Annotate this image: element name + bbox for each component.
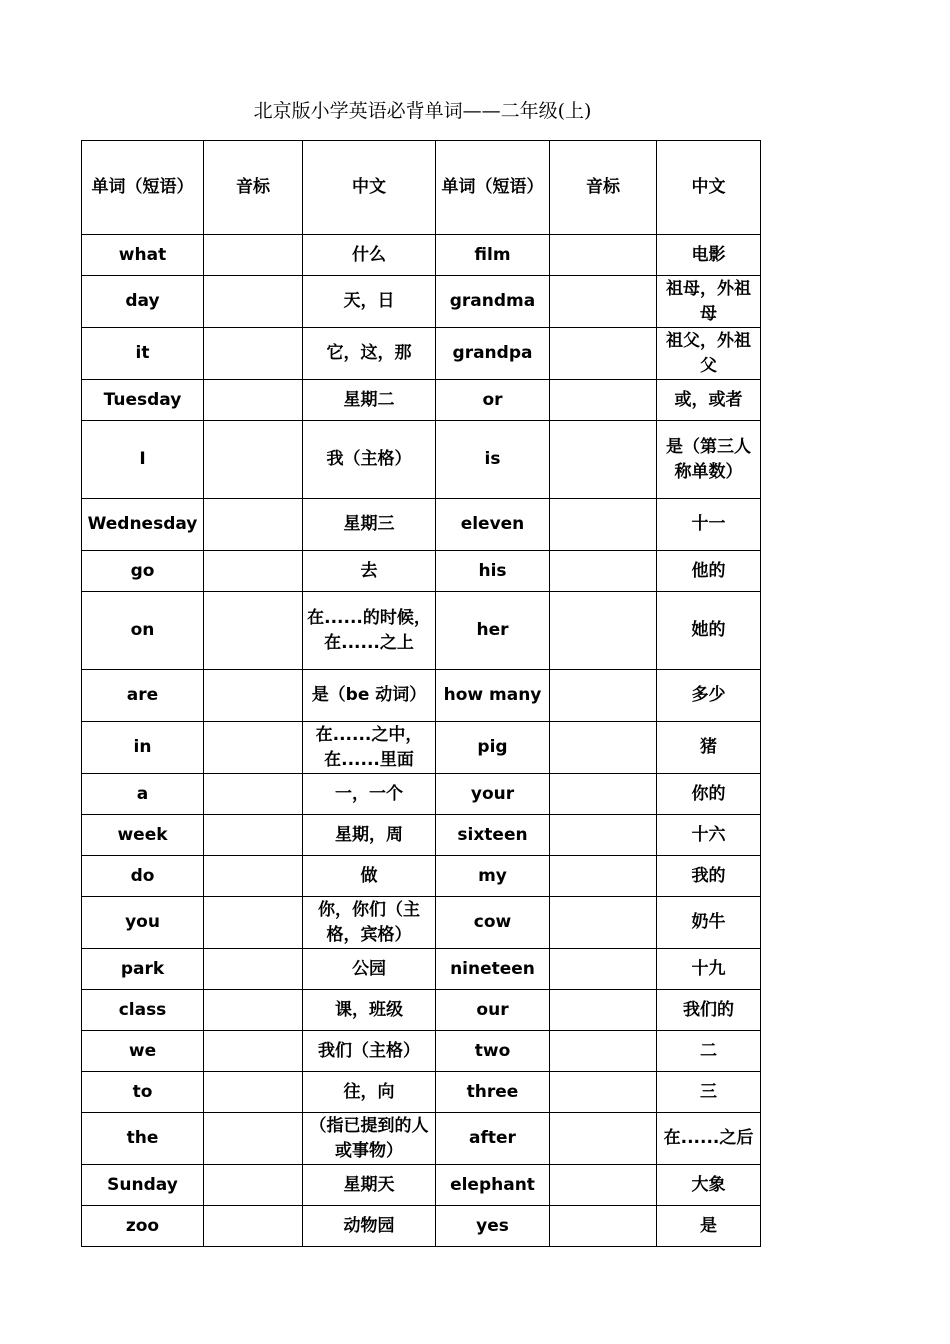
chinese-cell: 天，日	[303, 276, 436, 328]
phonetic-cell	[204, 856, 303, 897]
table-row	[82, 670, 761, 722]
table-row	[82, 380, 761, 421]
chinese-cell: 星期三	[303, 499, 436, 551]
chinese-cell: 祖母，外祖母	[657, 276, 761, 328]
table-row	[82, 235, 761, 276]
chinese-cell: 星期天	[303, 1165, 436, 1206]
chinese-cell: 动物园	[303, 1206, 436, 1247]
phonetic-cell	[204, 670, 303, 722]
chinese-cell: 是	[657, 1206, 761, 1247]
table-row	[82, 990, 761, 1031]
phonetic-cell	[550, 1113, 657, 1165]
phonetic-cell	[550, 1072, 657, 1113]
word-cell: her	[436, 592, 550, 670]
word-cell: I	[82, 421, 204, 499]
chinese-cell: 你的	[657, 774, 761, 815]
chinese-cell: 在......之中，在......里面	[303, 722, 436, 774]
word-cell: to	[82, 1072, 204, 1113]
table-row	[82, 1031, 761, 1072]
chinese-cell: 星期，周	[303, 815, 436, 856]
word-cell: how many	[436, 670, 550, 722]
chinese-cell: 猪	[657, 722, 761, 774]
vocabulary-table	[81, 140, 761, 1247]
word-cell: do	[82, 856, 204, 897]
chinese-cell: 我们的	[657, 990, 761, 1031]
chinese-cell: 在......之后	[657, 1113, 761, 1165]
word-cell: class	[82, 990, 204, 1031]
table-row	[82, 1113, 761, 1165]
chinese-cell: 电影	[657, 235, 761, 276]
table-row	[82, 815, 761, 856]
table-row	[82, 328, 761, 380]
word-cell: we	[82, 1031, 204, 1072]
word-cell: film	[436, 235, 550, 276]
phonetic-cell	[204, 1072, 303, 1113]
chinese-cell: 去	[303, 551, 436, 592]
phonetic-cell	[204, 421, 303, 499]
phonetic-cell	[204, 949, 303, 990]
phonetic-cell	[550, 897, 657, 949]
phonetic-cell	[550, 1165, 657, 1206]
table-row	[82, 774, 761, 815]
chinese-cell: 祖父，外祖父	[657, 328, 761, 380]
table-row	[82, 722, 761, 774]
word-cell: a	[82, 774, 204, 815]
chinese-cell: 你，你们（主格，宾格）	[303, 897, 436, 949]
phonetic-cell	[204, 722, 303, 774]
chinese-cell: 他的	[657, 551, 761, 592]
header-phonetic: 音标	[550, 141, 657, 235]
chinese-cell: 往，向	[303, 1072, 436, 1113]
word-cell: park	[82, 949, 204, 990]
table-row	[82, 276, 761, 328]
phonetic-cell	[550, 856, 657, 897]
phonetic-cell	[204, 551, 303, 592]
phonetic-cell	[550, 421, 657, 499]
word-cell: grandpa	[436, 328, 550, 380]
header-word: 单词（短语）	[436, 141, 550, 235]
word-cell: nineteen	[436, 949, 550, 990]
word-cell: after	[436, 1113, 550, 1165]
table-row	[82, 1165, 761, 1206]
phonetic-cell	[204, 990, 303, 1031]
chinese-cell: 是（第三人称单数）	[657, 421, 761, 499]
chinese-cell: 课，班级	[303, 990, 436, 1031]
word-cell: our	[436, 990, 550, 1031]
word-cell: zoo	[82, 1206, 204, 1247]
table-row	[82, 592, 761, 670]
table-row	[82, 421, 761, 499]
word-cell: it	[82, 328, 204, 380]
phonetic-cell	[550, 722, 657, 774]
chinese-cell: 在......的时候，在......之上	[303, 592, 436, 670]
phonetic-cell	[550, 551, 657, 592]
phonetic-cell	[550, 774, 657, 815]
word-cell: two	[436, 1031, 550, 1072]
word-cell: day	[82, 276, 204, 328]
word-cell: is	[436, 421, 550, 499]
phonetic-cell	[204, 774, 303, 815]
phonetic-cell	[550, 499, 657, 551]
phonetic-cell	[204, 276, 303, 328]
word-cell: three	[436, 1072, 550, 1113]
table-header-row	[82, 141, 761, 235]
phonetic-cell	[550, 235, 657, 276]
word-cell: what	[82, 235, 204, 276]
phonetic-cell	[204, 380, 303, 421]
phonetic-cell	[550, 380, 657, 421]
phonetic-cell	[204, 1165, 303, 1206]
phonetic-cell	[550, 670, 657, 722]
word-cell: in	[82, 722, 204, 774]
word-cell: his	[436, 551, 550, 592]
chinese-cell: 我（主格）	[303, 421, 436, 499]
word-cell: yes	[436, 1206, 550, 1247]
chinese-cell: 二	[657, 1031, 761, 1072]
table-row	[82, 499, 761, 551]
phonetic-cell	[204, 1031, 303, 1072]
page-title: 北京版小学英语必背单词——二年级(上)	[253, 100, 592, 122]
word-cell: on	[82, 592, 204, 670]
chinese-cell: 十九	[657, 949, 761, 990]
word-cell: you	[82, 897, 204, 949]
chinese-cell: 做	[303, 856, 436, 897]
table-row	[82, 551, 761, 592]
chinese-cell: 十一	[657, 499, 761, 551]
word-cell: go	[82, 551, 204, 592]
phonetic-cell	[204, 235, 303, 276]
chinese-cell: 三	[657, 1072, 761, 1113]
phonetic-cell	[204, 897, 303, 949]
word-cell: Tuesday	[82, 380, 204, 421]
chinese-cell: 大象	[657, 1165, 761, 1206]
header-phonetic: 音标	[204, 141, 303, 235]
word-cell: grandma	[436, 276, 550, 328]
word-cell: cow	[436, 897, 550, 949]
phonetic-cell	[550, 949, 657, 990]
word-cell: week	[82, 815, 204, 856]
header-word: 单词（短语）	[82, 141, 204, 235]
phonetic-cell	[550, 815, 657, 856]
phonetic-cell	[204, 815, 303, 856]
phonetic-cell	[550, 1031, 657, 1072]
phonetic-cell	[204, 499, 303, 551]
word-cell: your	[436, 774, 550, 815]
chinese-cell: 或，或者	[657, 380, 761, 421]
word-cell: are	[82, 670, 204, 722]
phonetic-cell	[550, 1206, 657, 1247]
header-chinese: 中文	[657, 141, 761, 235]
chinese-cell: 它，这，那	[303, 328, 436, 380]
chinese-cell: 奶牛	[657, 897, 761, 949]
table-row	[82, 856, 761, 897]
phonetic-cell	[204, 1113, 303, 1165]
word-cell: elephant	[436, 1165, 550, 1206]
word-cell: pig	[436, 722, 550, 774]
phonetic-cell	[204, 1206, 303, 1247]
word-cell: the	[82, 1113, 204, 1165]
chinese-cell: 我的	[657, 856, 761, 897]
chinese-cell: 十六	[657, 815, 761, 856]
chinese-cell: 什么	[303, 235, 436, 276]
phonetic-cell	[550, 592, 657, 670]
phonetic-cell	[204, 592, 303, 670]
phonetic-cell	[550, 276, 657, 328]
table-row	[82, 949, 761, 990]
phonetic-cell	[204, 328, 303, 380]
table-row	[82, 1072, 761, 1113]
word-cell: my	[436, 856, 550, 897]
chinese-cell: 多少	[657, 670, 761, 722]
word-cell: sixteen	[436, 815, 550, 856]
chinese-cell: （指已提到的人或事物）	[303, 1113, 436, 1165]
word-cell: or	[436, 380, 550, 421]
table-row	[82, 1206, 761, 1247]
phonetic-cell	[550, 328, 657, 380]
chinese-cell: 一，一个	[303, 774, 436, 815]
chinese-cell: 我们（主格）	[303, 1031, 436, 1072]
header-chinese: 中文	[303, 141, 436, 235]
chinese-cell: 她的	[657, 592, 761, 670]
chinese-cell: 是（be 动词）	[303, 670, 436, 722]
word-cell: Sunday	[82, 1165, 204, 1206]
chinese-cell: 公园	[303, 949, 436, 990]
phonetic-cell	[550, 990, 657, 1031]
word-cell: eleven	[436, 499, 550, 551]
table-row	[82, 897, 761, 949]
word-cell: Wednesday	[82, 499, 204, 551]
chinese-cell: 星期二	[303, 380, 436, 421]
